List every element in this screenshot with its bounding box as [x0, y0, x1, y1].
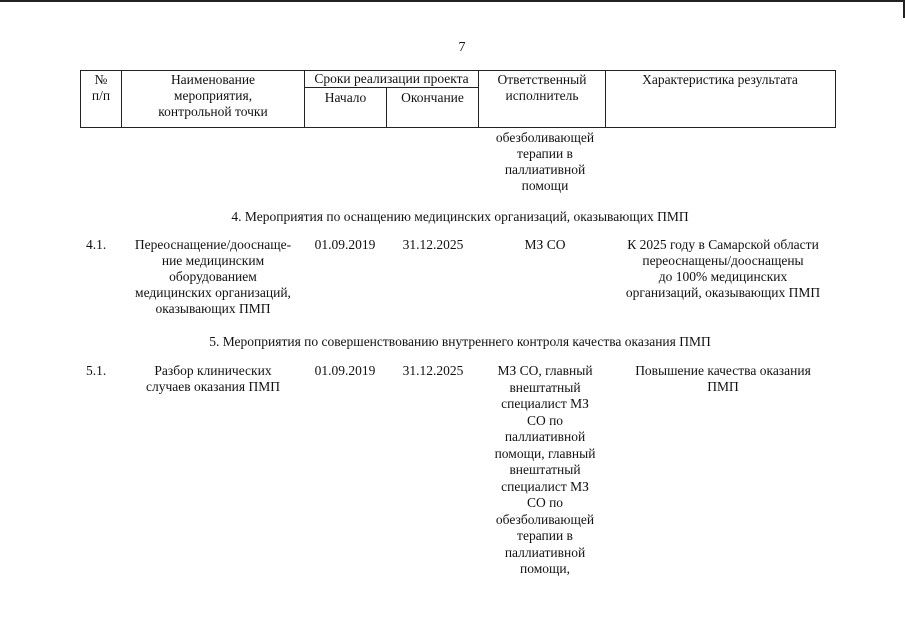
header-divider — [121, 70, 122, 127]
row-responsible: МЗ СО — [524, 237, 566, 252]
row-result: К 2025 году в Самарской области переоснащены/дооснащены до 100% медицинских организаций, оказывающих ПМП — [625, 237, 821, 300]
scan-top-border — [0, 0, 905, 2]
header-responsible: Ответственный исполнитель — [497, 72, 587, 103]
header-start: Начало — [324, 90, 367, 105]
row-result: Повышение качества оказания ПМП — [635, 363, 811, 394]
row-name: Переоснащение/дооснаще- ние медицинским оборудованием медицинских организаций, оказывающих ПМП — [134, 237, 292, 316]
page-number: 7 — [458, 40, 466, 55]
row-end-date: 31.12.2025 — [402, 363, 464, 378]
header-num: № п/п — [91, 72, 111, 103]
header-period: Сроки реализации проекта — [314, 71, 469, 86]
header-divider — [304, 87, 478, 88]
row-responsible: МЗ СО, главный внештатный специалист МЗ СО по паллиативной помощи, главный внештатный специалист МЗ СО по обезболивающей терапии в паллиативной помощи, — [494, 363, 596, 576]
row-start-date: 01.09.2019 — [314, 237, 376, 252]
row-number: 4.1. — [86, 237, 107, 252]
row-start-date: 01.09.2019 — [314, 363, 376, 378]
section-5-title: 5. Мероприятия по совершенствованию внутреннего контроля качества оказания ПМП — [209, 334, 711, 349]
continuation-responsible: обезболивающей терапии в паллиативной помощи — [495, 130, 595, 193]
header-end: Окончание — [401, 90, 464, 105]
row-number: 5.1. — [86, 363, 107, 378]
section-4-title: 4. Мероприятия по оснащению медицинских организаций, оказывающих ПМП — [231, 209, 689, 224]
row-name: Разбор клинических случаев оказания ПМП — [146, 363, 280, 394]
header-name: Наименование мероприятия, контрольной точки — [158, 72, 268, 119]
header-result: Характеристика результата — [642, 72, 798, 87]
row-end-date: 31.12.2025 — [402, 237, 464, 252]
